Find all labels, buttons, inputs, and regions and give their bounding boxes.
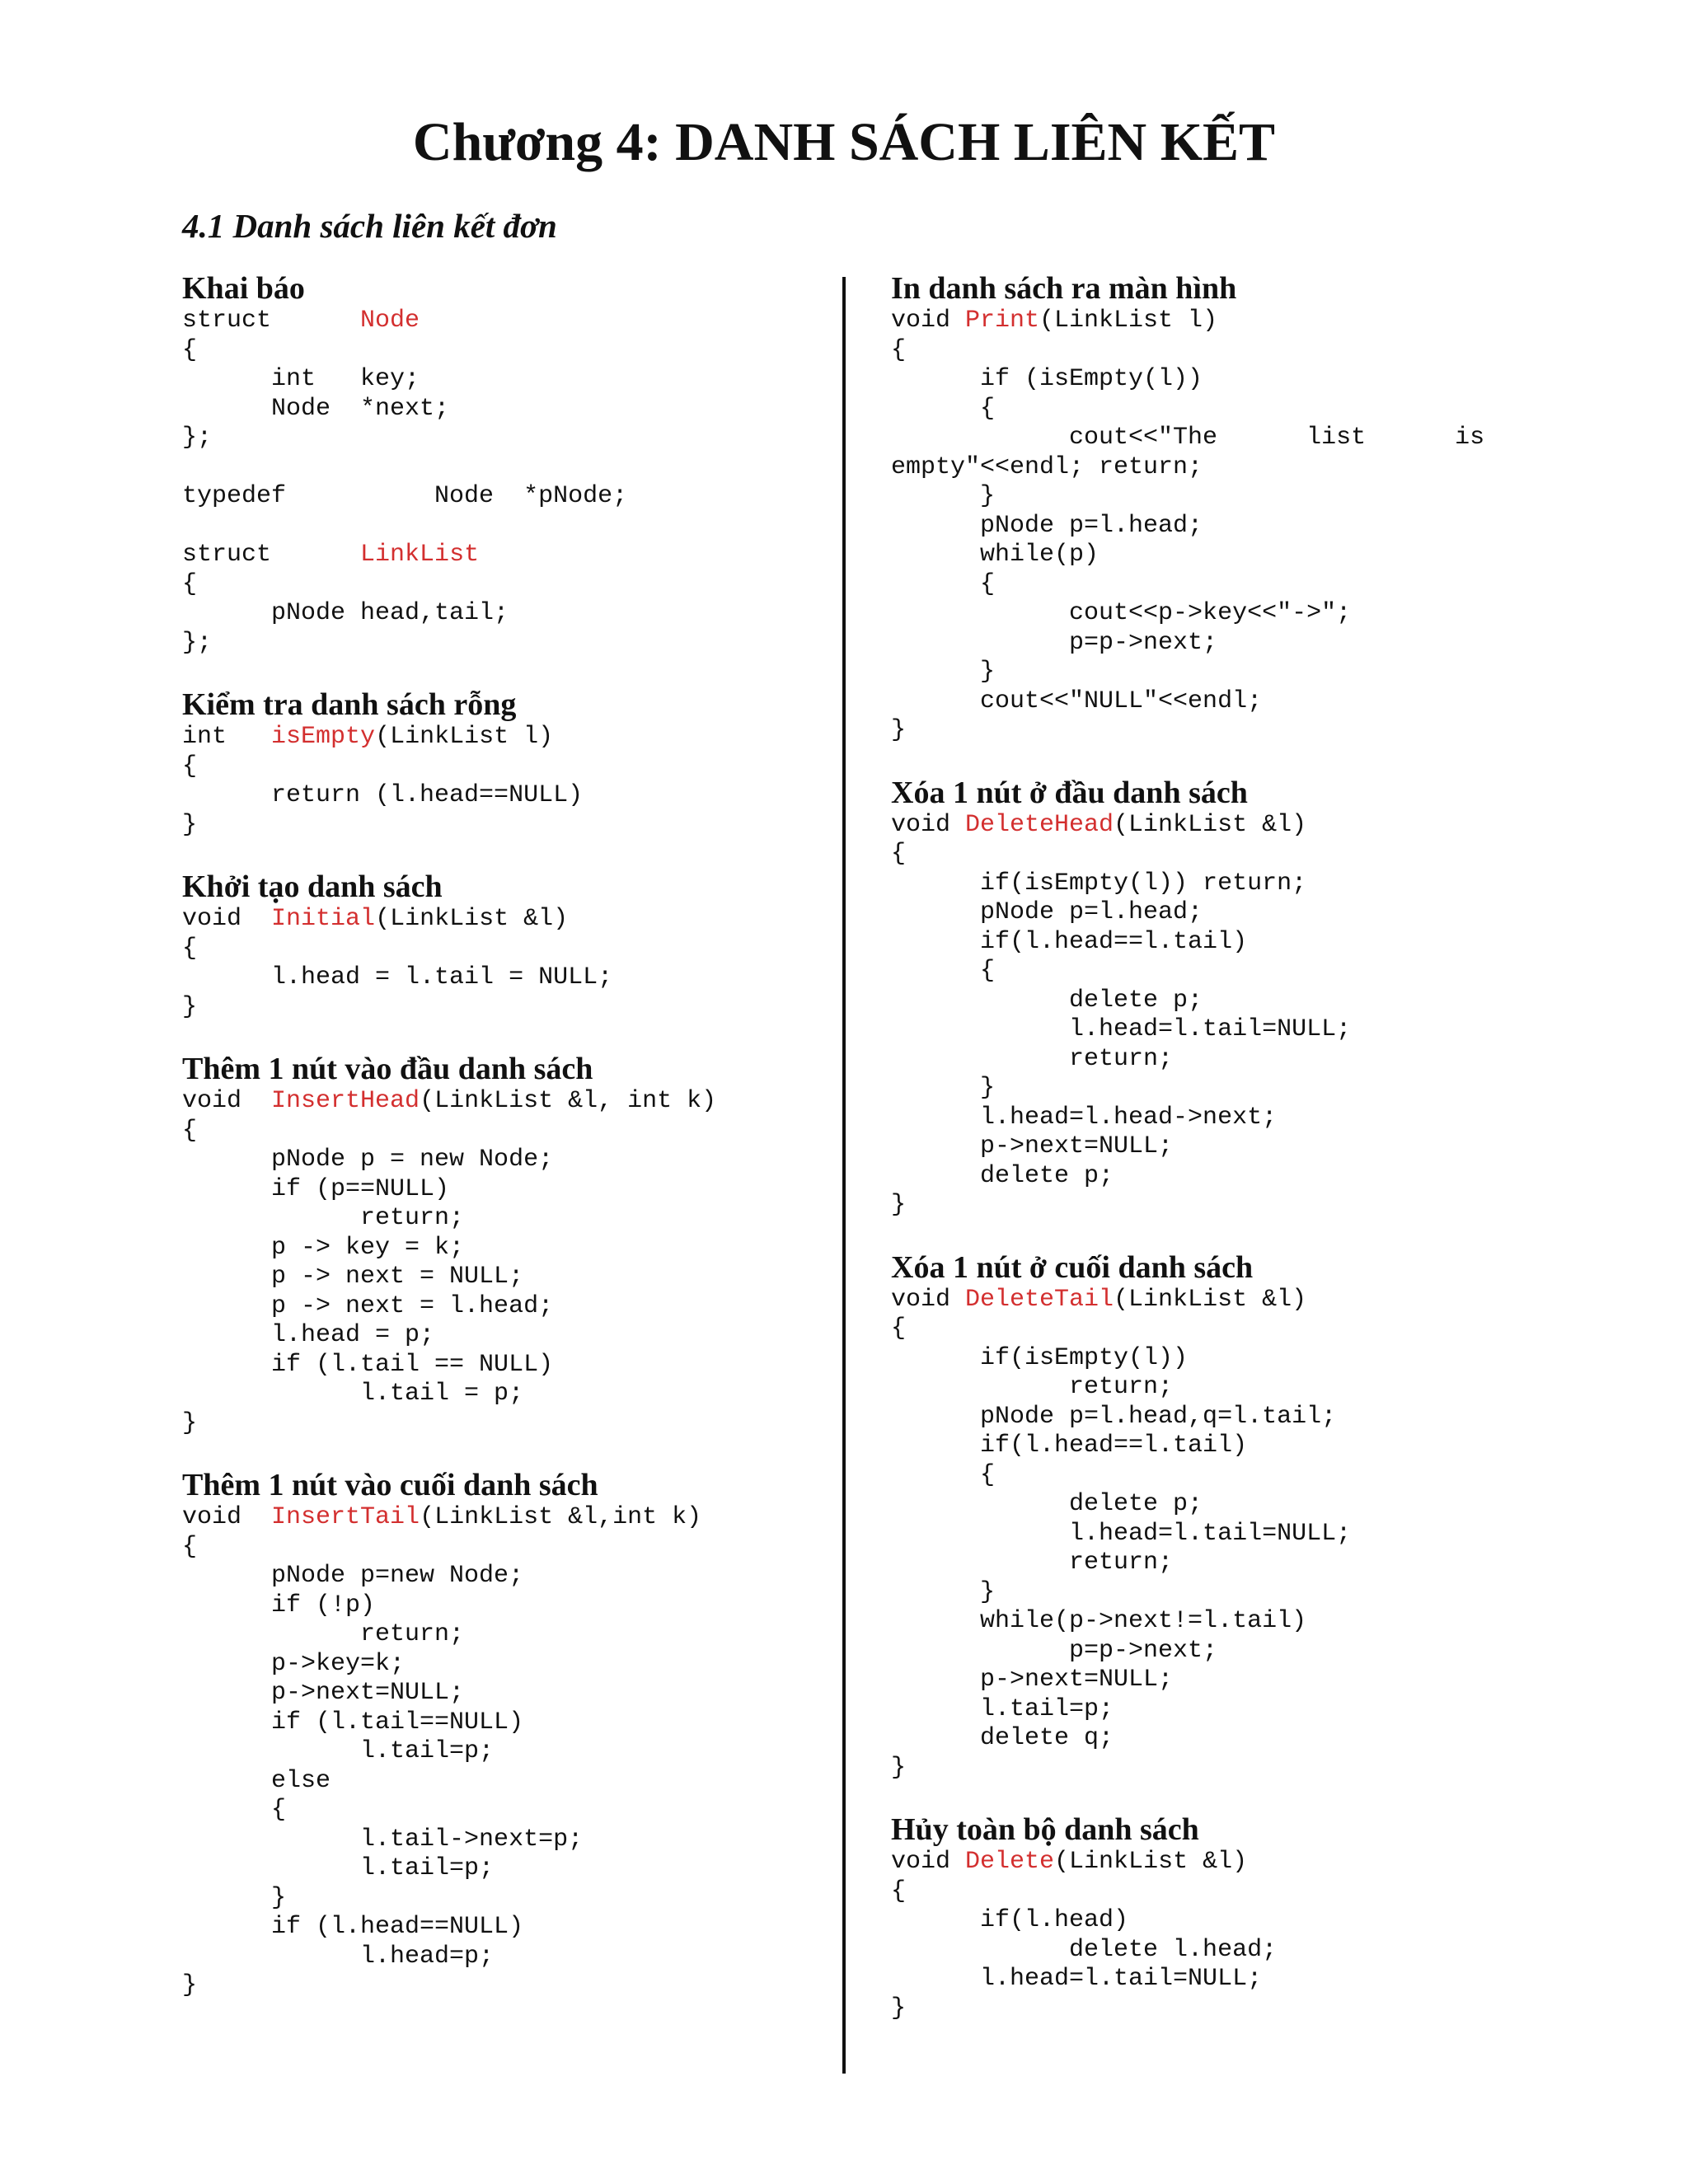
code-line [182, 1620, 891, 1650]
function-name: DeleteHead [965, 810, 1114, 839]
code-line [891, 1754, 1616, 1783]
code-line [891, 541, 1616, 570]
code-token: } [182, 1971, 198, 1999]
code-block [891, 1286, 1616, 1783]
code-line [891, 811, 1616, 841]
section-heading: Khởi tạo danh sách [182, 869, 443, 904]
code-line [891, 1965, 1616, 1994]
function-name: InsertTail [271, 1503, 420, 1531]
section-heading: Hủy toàn bộ danh sách [891, 1812, 1199, 1847]
code-token: { [891, 1460, 996, 1489]
code-line [891, 1191, 1616, 1221]
code-line [891, 1045, 1616, 1075]
code-token: { [182, 752, 198, 780]
code-line [182, 1087, 891, 1117]
code-line [891, 658, 1616, 687]
code-token: Node *next; [182, 394, 450, 423]
code-token: if(l.head==l.tail) [891, 927, 1248, 956]
code-token: pNode head,tail; [182, 599, 509, 627]
code-line [182, 1351, 891, 1380]
code-line [891, 1461, 1616, 1491]
code-token: l.tail=p; [182, 1737, 495, 1765]
code-token: return; [891, 1044, 1174, 1073]
code-line [891, 1315, 1616, 1344]
code-token: void [891, 1285, 966, 1314]
code-line [182, 1825, 891, 1855]
code-token: delete p; [891, 1490, 1203, 1518]
code-line [891, 1666, 1616, 1695]
code-section-them-1-nut-vao-dau-danh-sach [182, 1051, 891, 1438]
code-line [182, 1884, 891, 1914]
section-subtitle: 4.1 Danh sách liên kết đơn [182, 207, 557, 245]
code-line [891, 1132, 1616, 1162]
code-token: cout<<p->key<<"->"; [891, 599, 1352, 627]
code-line [891, 1877, 1616, 1907]
code-token: if (l.tail==NULL) [182, 1708, 524, 1736]
code-line [182, 993, 891, 1023]
code-token: int [182, 723, 272, 751]
function-name: InsertHead [271, 1087, 420, 1115]
code-line [182, 1562, 891, 1591]
code-line [182, 1117, 891, 1146]
code-token: (LinkList &l) [1054, 1848, 1248, 1876]
code-line [182, 1796, 891, 1825]
code-line [182, 1708, 891, 1738]
code-line [891, 898, 1616, 928]
code-line [182, 811, 891, 841]
code-line [891, 599, 1616, 629]
code-token: if (!p) [182, 1591, 376, 1619]
code-token: { [891, 1877, 907, 1905]
code-line [891, 1403, 1616, 1432]
code-token: p->key=k; [182, 1649, 406, 1678]
code-token: while(p) [891, 541, 1100, 569]
code-line [891, 1074, 1616, 1104]
code-token: l.tail=p; [891, 1694, 1114, 1723]
code-token: { [182, 1796, 287, 1824]
section-heading: In danh sách ra màn hình [891, 271, 1237, 306]
code-token: { [891, 335, 907, 364]
code-section-huy-toan-bo-danh-sach [891, 1811, 1616, 2023]
code-token: } [182, 810, 198, 839]
code-token: if(l.head) [891, 1906, 1129, 1934]
code-token: l.head=p; [182, 1942, 495, 1971]
code-token: { [182, 1532, 198, 1561]
code-line [891, 1724, 1616, 1754]
code-token: int key; [182, 365, 420, 393]
code-token: empty"<<endl; return; [891, 452, 1203, 481]
code-line [182, 723, 891, 752]
code-line [891, 1104, 1616, 1133]
code-line [182, 424, 891, 453]
code-token: l.tail = p; [182, 1380, 524, 1408]
code-token: { [891, 569, 996, 598]
code-line [891, 1162, 1616, 1192]
code-token: } [891, 1074, 996, 1102]
code-line [891, 1286, 1616, 1315]
code-token: { [891, 394, 996, 423]
code-line [891, 453, 1616, 483]
code-token: }; [182, 628, 213, 657]
code-line [182, 1380, 891, 1409]
section-heading: Thêm 1 nút vào cuối danh sách [182, 1468, 598, 1502]
section-heading: Xóa 1 nút ở cuối danh sách [891, 1249, 1254, 1285]
code-line [891, 570, 1616, 600]
code-token: l.tail=p; [182, 1854, 495, 1882]
code-token: (LinkList &l,int k) [420, 1503, 702, 1531]
code-token: } [891, 1753, 907, 1782]
code-token: return; [182, 1620, 465, 1648]
right-column [891, 270, 1616, 2052]
code-token: void [891, 810, 966, 839]
code-token: delete p; [891, 1161, 1114, 1190]
code-line [182, 336, 891, 366]
code-line [182, 1292, 891, 1322]
code-token: } [891, 482, 996, 510]
code-line [182, 1943, 891, 1972]
code-line [182, 1175, 891, 1205]
code-section-xoa-1-nut-o-dau-danh-sach [891, 775, 1616, 1221]
code-line [891, 1373, 1616, 1403]
code-line [182, 781, 891, 811]
code-line [182, 482, 891, 512]
code-line [182, 453, 891, 483]
code-line [182, 1533, 891, 1563]
code-block [891, 811, 1616, 1221]
code-section-in-danh-sach-ra-man-hinh [891, 270, 1616, 746]
code-token: (LinkList &l) [1114, 810, 1307, 839]
code-line [182, 1854, 891, 1884]
code-block [182, 307, 891, 658]
code-line [891, 1520, 1616, 1549]
code-section-khai-bao [182, 270, 891, 658]
code-line [891, 1344, 1616, 1374]
function-name: Print [965, 307, 1040, 335]
code-line [182, 963, 891, 993]
code-line [182, 1204, 891, 1234]
code-line [891, 840, 1616, 869]
function-name: isEmpty [271, 723, 376, 751]
code-line [891, 1549, 1616, 1578]
code-token: if (isEmpty(l)) [891, 365, 1203, 393]
code-line [182, 1737, 891, 1767]
code-line [891, 1994, 1616, 2024]
code-block [182, 905, 891, 1022]
code-line [891, 1578, 1616, 1608]
code-section-them-1-nut-vao-cuoi-danh-sach [182, 1467, 891, 2001]
code-token: p->next=NULL; [891, 1666, 1174, 1694]
code-line [891, 869, 1616, 899]
code-token: void [891, 307, 966, 335]
code-token: typedef Node *pNode; [182, 482, 628, 510]
code-token: } [891, 1191, 907, 1219]
function-name: Initial [271, 905, 376, 933]
code-line [182, 905, 891, 935]
code-token: cout<<"NULL"<<endl; [891, 687, 1263, 715]
code-line [182, 752, 891, 782]
code-line [182, 365, 891, 395]
code-token: { [182, 569, 198, 598]
code-line [182, 629, 891, 658]
code-token: return; [891, 1373, 1174, 1401]
code-line [182, 1971, 891, 2001]
code-token: { [182, 934, 198, 963]
code-token: pNode p=new Node; [182, 1562, 524, 1590]
code-block [182, 1087, 891, 1438]
code-token: { [182, 335, 198, 364]
code-line [891, 395, 1616, 424]
code-line [891, 1637, 1616, 1666]
section-heading: Thêm 1 nút vào đầu danh sách [182, 1052, 593, 1086]
code-token: } [182, 992, 198, 1021]
section-heading: Xóa 1 nút ở đầu danh sách [891, 775, 1248, 810]
code-token: l.head = l.tail = NULL; [182, 963, 613, 991]
code-line [891, 336, 1616, 366]
code-token: l.head=l.tail=NULL; [891, 1965, 1263, 1993]
code-token: void [182, 905, 272, 933]
code-token: else [182, 1766, 331, 1795]
code-line [891, 512, 1616, 541]
code-section-xoa-1-nut-o-cuoi-danh-sach [891, 1249, 1616, 1783]
code-token: (LinkList l) [375, 723, 554, 751]
code-line [182, 541, 891, 570]
code-token: { [182, 1116, 198, 1145]
code-line [182, 307, 891, 336]
code-token: (LinkList &l) [1114, 1285, 1307, 1314]
code-line [891, 687, 1616, 717]
code-token: } [891, 658, 996, 686]
page-title: Chương 4: DANH SÁCH LIÊN KẾT [412, 112, 1276, 172]
code-line [182, 1146, 891, 1175]
code-token: (LinkList &l) [375, 905, 569, 933]
code-token: if(isEmpty(l)) [891, 1343, 1189, 1372]
code-token: void [182, 1087, 272, 1115]
code-token: if(isEmpty(l)) return; [891, 869, 1307, 898]
function-name: DeleteTail [965, 1285, 1114, 1314]
code-token: { [891, 840, 907, 868]
code-section-kiem-tra-danh-sach-rong [182, 687, 891, 840]
code-line [182, 1650, 891, 1680]
function-name: Delete [965, 1848, 1055, 1876]
code-token: pNode p=l.head; [891, 511, 1203, 540]
code-line [182, 512, 891, 541]
code-token: p=p->next; [891, 1636, 1218, 1665]
code-line [182, 1503, 891, 1533]
code-line [891, 987, 1616, 1016]
function-name: Node [360, 307, 420, 335]
code-block [182, 723, 891, 840]
code-line [891, 1607, 1616, 1637]
code-token: pNode p=l.head; [891, 898, 1203, 926]
code-line [182, 570, 891, 600]
code-token: } [891, 1994, 907, 2022]
code-token: p -> next = NULL; [182, 1263, 524, 1291]
code-token: if (l.head==NULL) [182, 1913, 524, 1941]
code-line [891, 1695, 1616, 1725]
code-token: return; [891, 1549, 1174, 1577]
code-line [891, 928, 1616, 958]
code-token: (LinkList l) [1039, 307, 1218, 335]
code-line [891, 957, 1616, 987]
section-heading: Kiểm tra danh sách rỗng [182, 687, 517, 722]
code-line [891, 1936, 1616, 1966]
code-line [891, 307, 1616, 336]
code-line [182, 1234, 891, 1263]
code-line [182, 935, 891, 964]
code-token: } [182, 1883, 287, 1912]
code-token: if (p==NULL) [182, 1174, 450, 1203]
code-token: p=p->next; [891, 628, 1218, 657]
code-token: struct [182, 307, 361, 335]
code-token: cout<<"The list is [891, 424, 1485, 452]
code-line [891, 1432, 1616, 1461]
code-token: void [891, 1848, 966, 1876]
code-token: { [891, 1315, 907, 1343]
code-token: return (l.head==NULL) [182, 781, 584, 809]
code-line [182, 599, 891, 629]
code-token: l.head = p; [182, 1321, 435, 1349]
code-token: p -> key = k; [182, 1233, 465, 1262]
code-token: l.tail->next=p; [182, 1825, 584, 1854]
code-line [182, 1913, 891, 1943]
code-token: pNode p=l.head,q=l.tail; [891, 1402, 1337, 1431]
code-line [182, 1409, 891, 1439]
code-token: p -> next = l.head; [182, 1291, 554, 1320]
code-token: } [891, 1577, 996, 1606]
code-token: struct [182, 541, 361, 569]
code-line [891, 629, 1616, 658]
code-line [891, 716, 1616, 746]
code-line [891, 365, 1616, 395]
left-column [182, 270, 891, 2030]
code-token: while(p->next!=l.tail) [891, 1607, 1307, 1635]
code-line [891, 424, 1616, 453]
code-line [182, 1591, 891, 1621]
code-token: } [891, 716, 907, 744]
code-line [182, 1321, 891, 1351]
code-token: }; [182, 424, 213, 452]
code-token: if(l.head==l.tail) [891, 1432, 1248, 1460]
code-token: (LinkList &l, int k) [420, 1087, 717, 1115]
code-line [182, 1767, 891, 1797]
code-section-khoi-tao-danh-sach [182, 869, 891, 1022]
code-line [891, 482, 1616, 512]
code-line [182, 395, 891, 424]
function-name: LinkList [360, 541, 480, 569]
column-divider [842, 277, 846, 2074]
code-line [891, 1490, 1616, 1520]
code-token: p->next=NULL; [182, 1679, 465, 1707]
code-token: if (l.tail == NULL) [182, 1350, 554, 1379]
code-token: delete p; [891, 986, 1203, 1015]
code-token: { [891, 957, 996, 985]
code-line [182, 1679, 891, 1708]
code-token: delete l.head; [891, 1935, 1278, 1964]
code-line [891, 1015, 1616, 1045]
code-block [891, 1848, 1616, 2023]
code-line [182, 1263, 891, 1292]
code-token: pNode p = new Node; [182, 1146, 554, 1174]
code-line [891, 1848, 1616, 1877]
code-token: void [182, 1503, 272, 1531]
code-token: delete q; [891, 1724, 1114, 1752]
code-token: } [182, 1408, 198, 1437]
code-token: p->next=NULL; [891, 1132, 1174, 1160]
section-heading: Khai báo [182, 271, 305, 306]
code-block [182, 1503, 891, 2001]
code-block [891, 307, 1616, 746]
code-token: l.head=l.tail=NULL; [891, 1519, 1352, 1548]
code-token: l.head=l.tail=NULL; [891, 1015, 1352, 1043]
code-token: l.head=l.head->next; [891, 1103, 1278, 1132]
code-line [891, 1906, 1616, 1936]
code-token: return; [182, 1204, 465, 1232]
